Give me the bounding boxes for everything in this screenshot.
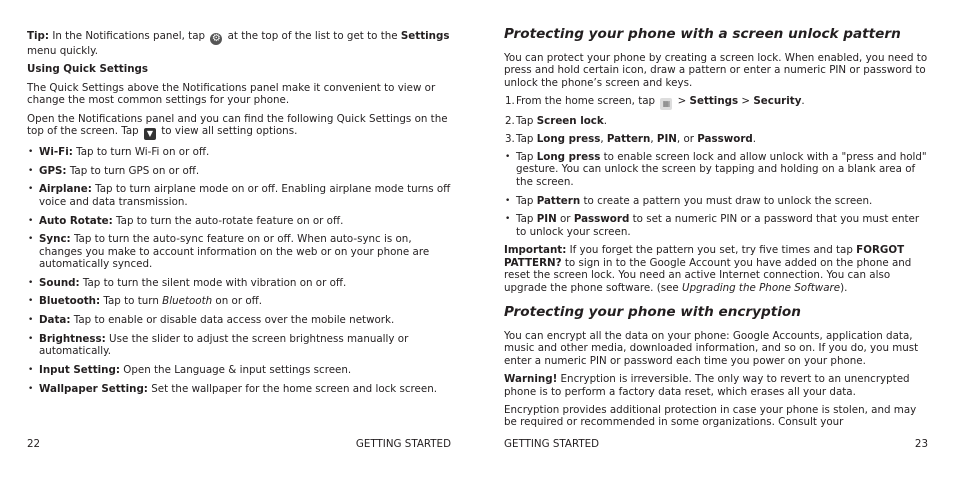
apps-grid-icon: ▦: [660, 98, 672, 110]
list-item: • Tap PIN or Password to set a numeric PIN or a password that you must enter to unlock your screen.: [504, 213, 928, 238]
left-page: [27, 0, 451, 477]
list-item: • Brightness: Use the slider to adjust the screen brightness manually or automatically.: [27, 333, 451, 358]
encryption-intro: You can encrypt all the data on your phone: Google Accounts, application data, music and other media, downloaded information, and so on. If you do, you must enter a numeric PIN or password each time you power on your phone.: [504, 329, 919, 367]
step-item: 2. Tap Screen lock.: [505, 115, 608, 128]
unlock-steps: [504, 95, 928, 145]
tip-label: Tip:: [27, 30, 50, 42]
quick-settings-heading: Using Quick Settings: [27, 63, 149, 76]
list-item: • Sync: Tap to turn the auto-sync feature on or off. When auto-sync is on, changes you make to account information on the web or on your phone are automatically synced.: [27, 233, 451, 270]
chevron-down-icon: ▼: [144, 128, 156, 140]
unlock-intro: You can protect your phone by creating a screen lock. When enabled, you need to press and hold certain icon, draw a pattern or enter a numeric PIN or password to unlock the phone’s screen and keys.: [504, 52, 928, 89]
page-number-left: 22: [27, 438, 41, 450]
important-note: Important: If you forget the pattern you set, try five times and tap FORGOT PATTERN? to sign in to the Google Account you have added on the phone and reset the screen lock. You need an active Internet connection. You can also upgrade the phone software. (see Upgrading the Phone Software).: [504, 244, 912, 294]
list-item: • Wi-Fi: Tap to turn Wi-Fi on or off.: [27, 146, 451, 158]
step-item: 1. From the home screen, tap ▦ > Settings > Security.: [505, 95, 805, 109]
list-item: • Tap Pattern to create a pattern you must draw to unlock the screen.: [504, 195, 928, 207]
quick-settings-open: Open the Notifications panel and you can find the following Quick Settings on the top of the screen. Tap ▼ to view all setting options.: [27, 112, 448, 139]
list-item: • Sound: Tap to turn the silent mode with vibration on or off.: [27, 277, 451, 289]
right-content: [504, 26, 928, 435]
left-content: [27, 30, 451, 401]
quick-settings-intro: The Quick Settings above the Notifications panel make it convenient to view or change the most common settings for your phone.: [27, 81, 436, 107]
right-page: [504, 0, 928, 477]
list-item: • Auto Rotate: Tap to turn the auto-rotate feature on or off.: [27, 215, 451, 227]
list-item: • Wallpaper Setting: Set the wallpaper for the home screen and lock screen.: [27, 383, 451, 395]
list-item: • Tap Long press to enable screen lock and allow unlock with a "press and hold" gesture. You can unlock the screen by tapping and holding on a blank area of the screen.: [504, 151, 928, 188]
settings-gear-icon: ⚙: [211, 33, 221, 44]
page-number-right: 23: [914, 438, 928, 450]
unlock-options-list: [504, 151, 928, 238]
heading-unlock-pattern: Protecting your phone with a screen unlock pattern: [504, 26, 901, 42]
encryption-more: Encryption provides additional protection in case your phone is stolen, and may be required or recommended in some organizations. Consult your: [504, 404, 917, 429]
list-item: • Data: Tap to enable or disable data access over the mobile network.: [27, 314, 451, 326]
section-label-right: GETTING STARTED: [504, 438, 600, 450]
list-item: • Bluetooth: Tap to turn Bluetooth on or off.: [27, 295, 451, 307]
list-item: • GPS: Tap to turn GPS on or off.: [27, 165, 451, 177]
step-item: 3. Tap Long press, Pattern, PIN, or Password.: [505, 132, 757, 145]
quick-settings-list: [27, 146, 451, 395]
list-item: • Airplane: Tap to turn airplane mode on or off. Enabling airplane mode turns off voice and data transmission.: [27, 183, 451, 208]
tip-paragraph: Tip: In the Notifications panel, tap ⚙ at the top of the list to get to the Settings menu quickly.: [27, 30, 450, 57]
section-label-left: GETTING STARTED: [355, 438, 451, 450]
heading-encryption: Protecting your phone with encryption: [504, 303, 801, 320]
encryption-warning: Warning! Encryption is irreversible. The only way to revert to an unencrypted phone is to perform a factory data reset, which erases all your data.: [504, 373, 910, 398]
list-item: • Input Setting: Open the Language & input settings screen.: [27, 364, 451, 376]
